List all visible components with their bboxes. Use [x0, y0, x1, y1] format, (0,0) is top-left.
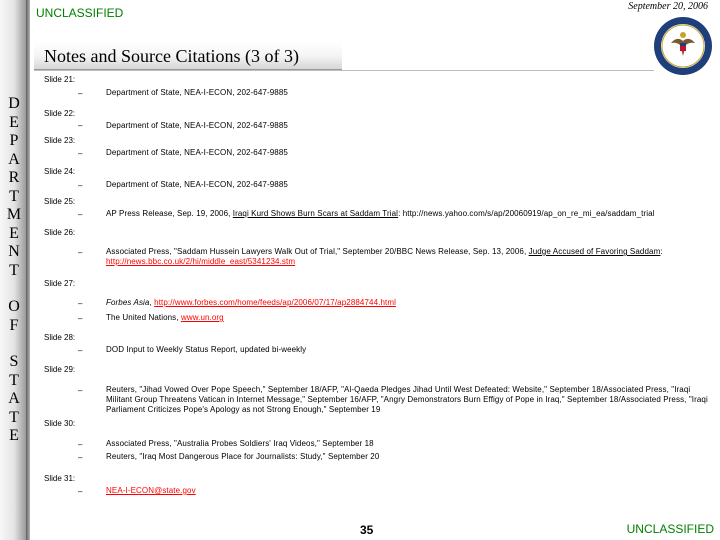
slide-24-citation: Department of State, NEA-I-ECON, 202-647-9885 [106, 180, 288, 189]
publication-name: Forbes Asia [106, 298, 150, 307]
page-title: Notes and Source Citations (3 of 3) [44, 46, 299, 66]
slide-30-citation-b: Reuters, "Iraq Most Dangerous Place for Journalists: Study," September 20 [106, 452, 380, 461]
slide-23-citation: Department of State, NEA-I-ECON, 202-647-9885 [106, 148, 288, 157]
bullet-dash: – [78, 248, 83, 257]
slide-21-label: Slide 21: [44, 75, 76, 84]
bullet-dash: – [78, 386, 83, 395]
bullet-dash: – [78, 181, 83, 190]
bullet-dash: – [78, 121, 83, 130]
slide-29-label: Slide 29: [44, 365, 76, 374]
document-date: September 20, 2006 [628, 1, 708, 12]
slide-27-citation-a [106, 298, 396, 308]
citation-text: Associated Press, "Saddam Hussein Lawyers Walk Out of Trial," September 20/BBC News Release, Sep. 13, 2006, [106, 247, 529, 256]
classification-label-bottom: UNCLASSIFIED [626, 522, 714, 536]
slide-30-label: Slide 30: [44, 419, 76, 428]
slide-28-label: Slide 28: [44, 333, 76, 342]
bullet-dash: – [78, 314, 83, 323]
slide-30-citation-a: Associated Press, "Australia Probes Soldiers' Iraq Videos," September 18 [106, 439, 374, 448]
slide-24-label: Slide 24: [44, 167, 76, 176]
bullet-dash: – [78, 149, 83, 158]
bbc-url-link[interactable]: http://news.bbc.co.uk/2/hi/middle_east/5341234.stm [106, 257, 296, 266]
slide-28-citation: DOD Input to Weekly Status Report, updated bi-weekly [106, 345, 307, 354]
classification-label-top: UNCLASSIFIED [36, 6, 124, 20]
page-number: 35 [360, 523, 374, 537]
bullet-dash: – [78, 210, 83, 219]
sidebar-edge [26, 0, 30, 540]
slide-27-citation-b [106, 313, 224, 323]
slide-27-label: Slide 27: [44, 279, 76, 288]
slide-22-label: Slide 22: [44, 109, 76, 118]
article-title-link[interactable]: Judge Accused of Favoring Saddam [528, 247, 661, 256]
citation-url: : http://news.yahoo.com/s/ap/20060919/ap_on_re_mi_ea/saddam_trial [398, 209, 655, 218]
citation-text: The United Nations, [106, 313, 181, 322]
bullet-dash: – [78, 487, 83, 496]
slide-22-citation: Department of State, NEA-I-ECON, 202-647-9885 [106, 121, 288, 130]
slide-29-citation: Reuters, "Jihad Vowed Over Pope Speech," September 18/AFP, "Al-Qaeda Pledges Jihad Until West Defeated: Website," September 18/Associated Press, "Iraqi Militant Group Threatens Vatican in Internet Message," September 16/AFP, "Angry Demonstrators Burn Effigy of Pope in Iraq," September 18/Associated Press, "Iraqi Parliament Criticizes Pope's Apology as not Strong Enough," September 19 [106, 385, 708, 414]
sidebar-vertical-text: D E P A R T M E N T O F S T A T E [6, 95, 22, 444]
slide-21-citation: Department of State, NEA-I-ECON, 202-647-9885 [106, 88, 288, 97]
forbes-url-link[interactable]: http://www.forbes.com/home/feeds/ap/2006/07/17/ap2884744.html [154, 298, 396, 307]
article-title-link[interactable]: Iraqi Kurd Shows Burn Scars at Saddam Trial [232, 209, 399, 218]
bullet-dash: – [78, 453, 83, 462]
un-url-link[interactable]: www.un.org [180, 313, 224, 322]
slide-31-label: Slide 31: [44, 474, 76, 483]
bullet-dash: – [78, 346, 83, 355]
bullet-dash: – [78, 440, 83, 449]
slide-25-citation [106, 209, 655, 219]
bullet-dash: – [78, 299, 83, 308]
bullet-dash: – [78, 89, 83, 98]
slide-26-citation [106, 247, 714, 267]
citation-separator: , [149, 298, 155, 307]
title-divider [34, 70, 654, 71]
department-of-state-seal-icon [653, 16, 713, 76]
citation-text: AP Press Release, Sep. 19, 2006, [106, 209, 233, 218]
slide-25-label: Slide 25: [44, 197, 76, 206]
slide-26-label: Slide 26: [44, 228, 76, 237]
slide-23-label: Slide 23: [44, 136, 76, 145]
citation-separator: : [660, 247, 663, 256]
email-link[interactable]: NEA-I-ECON@state.gov [106, 486, 196, 495]
